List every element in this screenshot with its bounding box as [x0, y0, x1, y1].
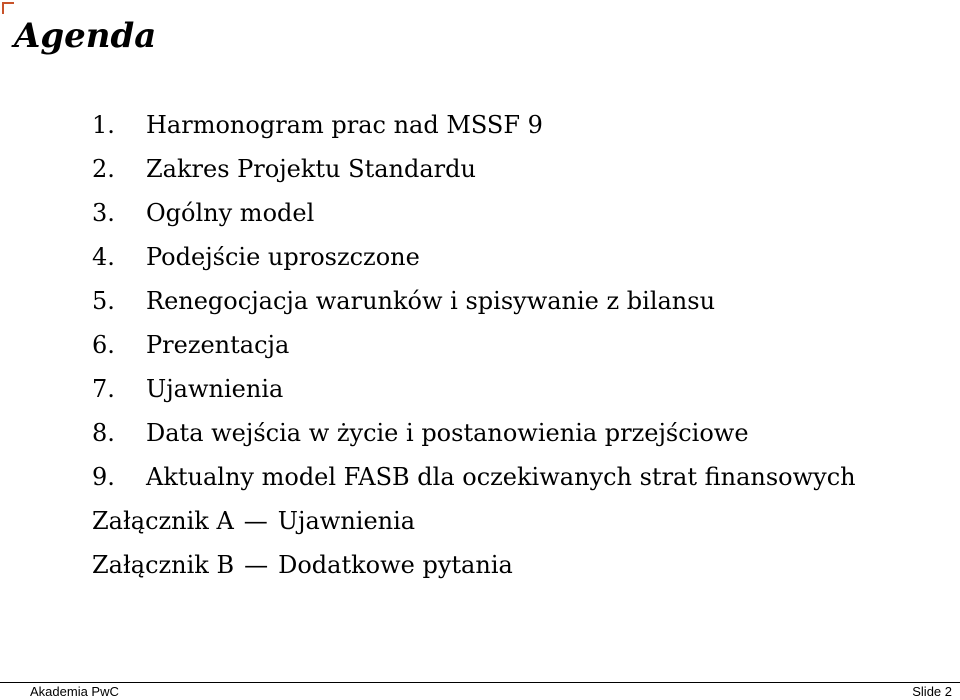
agenda-item [92, 323, 856, 367]
agenda-item [92, 147, 856, 191]
agenda-item-number: 8. [92, 419, 115, 447]
slide-footer [0, 682, 960, 700]
appendix-dash: — [244, 551, 269, 579]
footer-organization: Akademia PwC [30, 684, 119, 699]
agenda-item-number: 6. [92, 331, 115, 359]
agenda-item-text: Data wejścia w życie i postanowienia przejściowe [146, 419, 749, 447]
appendix-text: Dodatkowe pytania [278, 551, 513, 579]
agenda-item-text: Renegocjacja warunków i spisywanie z bilansu [146, 287, 716, 315]
corner-decoration [2, 2, 14, 14]
footer-slide-number: Slide 2 [912, 684, 952, 699]
appendix-dash: — [243, 507, 268, 535]
agenda-item [92, 367, 856, 411]
slide-title: Agenda [14, 16, 157, 56]
appendix-item [92, 499, 856, 543]
agenda-item [92, 455, 856, 499]
agenda-item-text: Aktualny model FASB dla oczekiwanych strat finansowych [146, 463, 856, 491]
agenda-item [92, 279, 856, 323]
agenda-list [92, 103, 856, 587]
agenda-item-text: Podejście uproszczone [146, 243, 420, 271]
agenda-item-number: 3. [92, 199, 115, 227]
agenda-item-number: 5. [92, 287, 115, 315]
agenda-item-number: 4. [92, 243, 115, 271]
agenda-item [92, 235, 856, 279]
appendix-label: Załącznik A [92, 507, 234, 535]
agenda-item-number: 9. [92, 463, 115, 491]
agenda-item-text: Zakres Projektu Standardu [146, 155, 476, 183]
agenda-item-number: 7. [92, 375, 115, 403]
appendix-label: Załącznik B [92, 551, 235, 579]
agenda-item [92, 103, 856, 147]
agenda-item [92, 411, 856, 455]
appendix-item [92, 543, 856, 587]
agenda-item-text: Prezentacja [146, 331, 290, 359]
agenda-item-text: Ujawnienia [146, 375, 284, 403]
appendix-text: Ujawnienia [277, 507, 416, 535]
agenda-item-number: 1. [92, 111, 115, 139]
agenda-item [92, 191, 856, 235]
agenda-item-number: 2. [92, 155, 115, 183]
agenda-item-text: Harmonogram prac nad MSSF 9 [146, 111, 543, 139]
agenda-item-text: Ogólny model [146, 199, 315, 227]
